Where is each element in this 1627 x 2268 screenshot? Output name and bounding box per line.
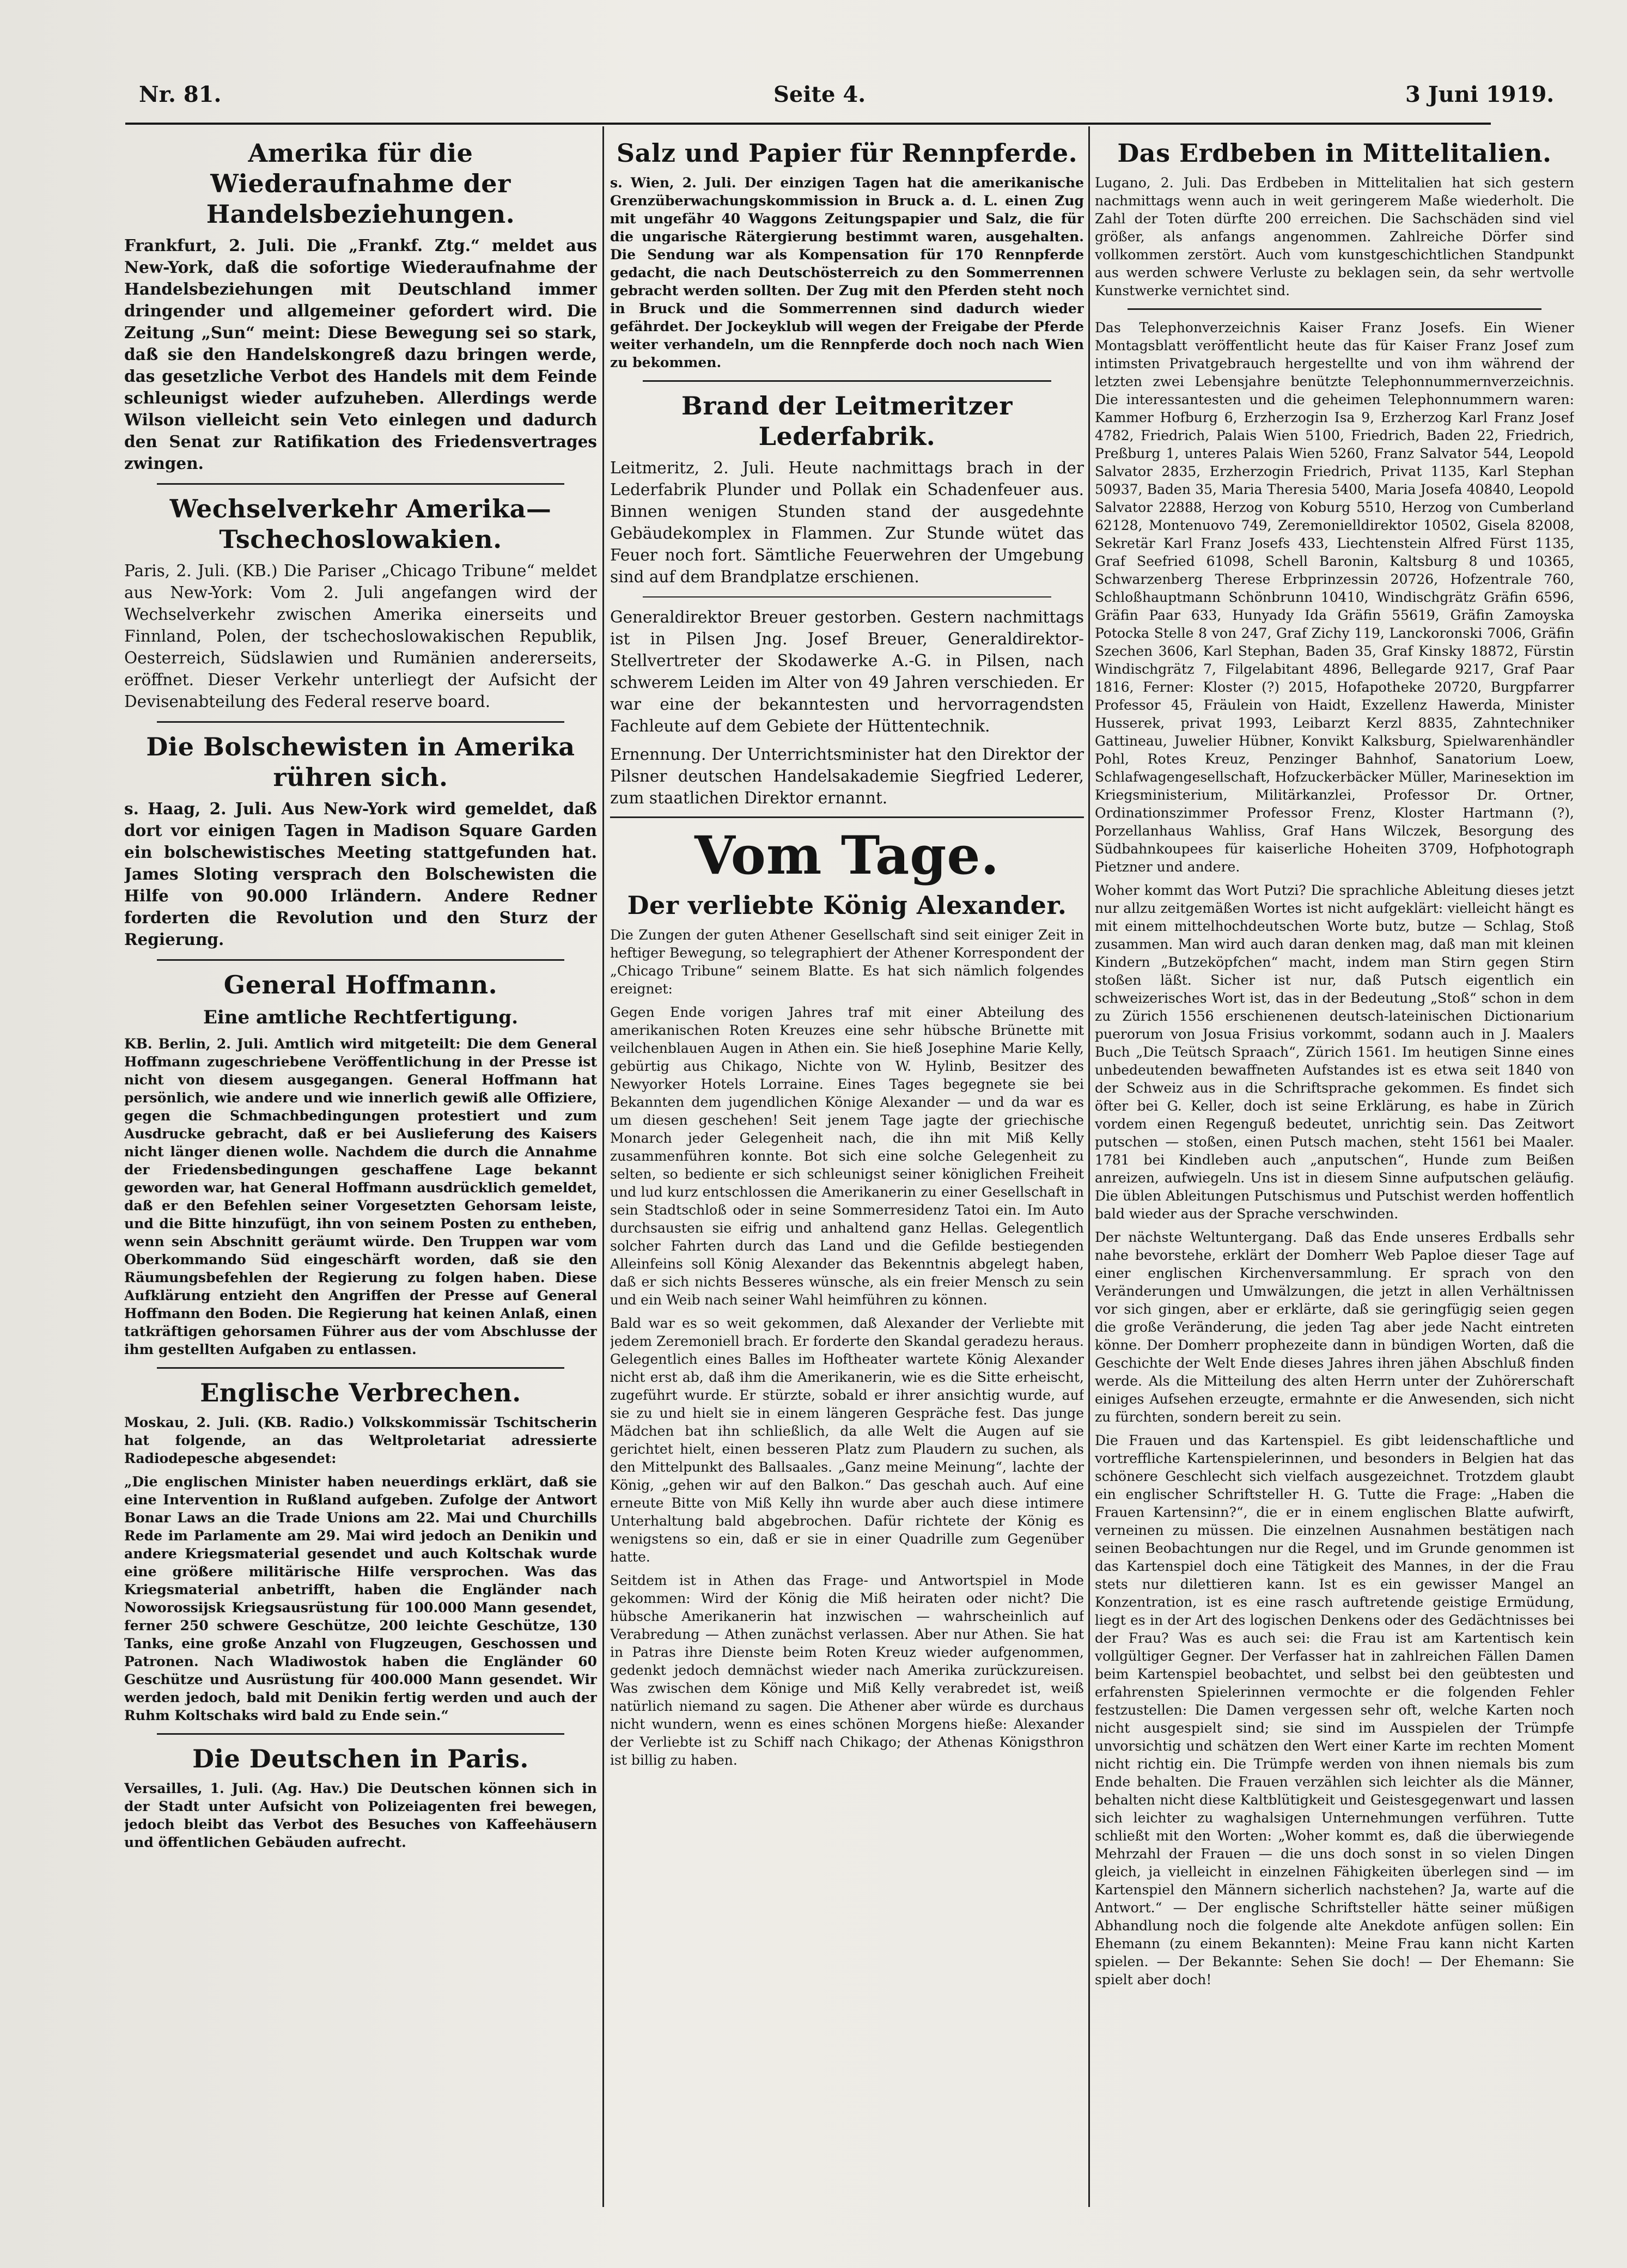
header-rule — [125, 123, 1491, 125]
article-text-englische-verbrechen-intro: Moskau, 2. Juli. (KB. Radio.) Volkskommissär Tschitscherin hat folgende, an das Weltproletariat adressierte Radiodepesche abgesendet: — [124, 1415, 597, 1466]
article-text-ernennung: Ernennung. Der Unterrichtsminister hat den Direktor der Pilsner deutschen Handelsakademie Siegfried Lederer, zum staatlichen Direktor ernannt. — [610, 745, 1084, 807]
article-separator — [157, 959, 564, 961]
article-title-deutsche-paris: Die Deutschen in Paris. — [192, 1744, 529, 1773]
article-separator — [643, 380, 1051, 382]
article-separator — [157, 483, 564, 485]
column-divider-1 — [602, 126, 604, 2207]
article-separator — [157, 721, 564, 723]
article-title-englische-verbrechen: Englische Verbrechen. — [200, 1378, 521, 1407]
article-text-amerika-handel: Frankfurt, 2. Juli. Die „Frankf. Ztg.“ meldet aus New-York, daß die sofortige Wiederaufnahme der Handelsbeziehungen mit Deutschland immer dringender und allgemeiner gefordert wird. Die Zeitung „Sun“ meint: Diese Bewegung sei so stark, daß sie den Handelskongreß dazu bringen werde, das gesetzliche Verbot des Handels mit dem Feinde schleunigst wieder aufzuheben. Allerdings werde Wilson vielleicht sein Veto einlegen und dadurch den Senat zur Ratifikation des Friedensvertrages zwingen. — [124, 236, 597, 473]
article-text-englische-verbrechen-depesche: „Die englischen Minister haben neuerdings erklärt, daß sie eine Intervention in Rußland aufgeben. Zufolge der Antwort Bonar Laws an die Trade Unions am 22. Mai und Churchills Rede im Parlamente am 29. Mai wird jedoch an Denikin und andere Kriegsmaterial gesendet und auch Koltschak wurde eine größere militärische Hilfe versprochen. Was das Kriegsmaterial anbetrifft, haben die Engländer nach Noworossijsk Kriegsausrüstung für 100.000 Mann gesendet, ferner 250 schwere Geschütze, 200 leichte Geschütze, 130 Tanks, eine große Anzahl von Flugzeugen, Geschossen und Patronen. Nach Wladiwostok haben die Engländer 60 Geschütze und Ausrüstung für 400.000 Mann gesendet. Wir werden jedoch, bald mit Denikin fertig werden und auch der Ruhm Koltschaks wird bald zu Ende sein.“ — [124, 1474, 597, 1723]
article-paragraph-1: Die Zungen der guten Athener Gesellschaft sind seit einiger Zeit in heftiger Bewegung, so telegraphiert der Athener Korrespondent der „Chicago Tribune“ seinem Blatte. Es hat sich nämlich folgendes ereignet: — [610, 927, 1084, 997]
article-title-hoffmann: General Hoffmann. — [223, 970, 498, 999]
page-number: Seite 4. — [773, 82, 866, 107]
article-text-rennpferde: s. Wien, 2. Juli. Der einzigen Tagen hat die amerikanische Grenzüberwachungskommission in Bruck a. d. L. einen Zug mit ungefähr 40 Waggons Zeitungspapier und Salz, die für die ungarische Rätergierung bestimmt waren, ausgehalten. Die Sendung war als Kompensation für 170 Rennpferde gedacht, die nach Deutschösterreich zu den Sommerrennen gebracht werden sollten. Der Zug mit den Pferden steht noch in Bruck und die Sommerrennen sind dadurch wieder gefährdet. Der Jockeyklub will wegen der Freigabe der Pferde weiter verhandeln, um die Rennpferde doch noch nach Wien zu bekommen. — [610, 175, 1084, 370]
article-title-amerika-handel: Amerika für die Wiederaufnahme der Handelsbeziehungen. — [206, 138, 515, 229]
article-text-deutsche-paris: Versailles, 1. Juli. (Ag. Hav.) Die Deutschen können sich in der Stadt unter Aufsicht von Polizeiagenten frei bewegen, jedoch bleibt das Verbot des Besuches von Kaffeehäusern und öffentlichen Gebäuden aufrecht. — [124, 1781, 597, 1850]
column-2 — [610, 133, 1084, 2198]
article-text-bolschewisten: s. Haag, 2. Juli. Aus New-York wird gemeldet, daß dort vor einigen Tagen in Madison Square Garden ein bolschewistisches Meeting stattgefunden hat. James Sloting versprach den Bolschewisten die Hilfe von 90.000 Irländern. Andere Redner forderten die Revolution und den Sturz der Regierung. — [124, 799, 597, 949]
article-title-erdbeben: Das Erdbeben in Mittelitalien. — [1117, 138, 1552, 168]
article-text-breuer: Generaldirektor Breuer gestorben. Gestern nachmittags ist in Pilsen Jng. Josef Breuer, Generaldirektor-Stellvertreter der Skodawerke A.-G. in Pilsen, nach schwerem Leiden im Alter von 49 Jahren verschieden. Er war eine der bekanntesten und hervorragendsten Fachleute auf dem Gebiete der Hüttentechnik. — [610, 608, 1084, 735]
article-separator — [643, 596, 1051, 598]
article-paragraph-2: Gegen Ende vorigen Jahres traf mit einer Abteilung des amerikanischen Roten Kreuzes eine sehr hübsche Brünette mit veilchenblauen Augen in Athen ein. Sie hieß Josephine Marie Kelly, gebürtig aus Chikago, Nichte von W. Hylinb, Besitzer des Newyorker Hotels Lorraine. Eines Tages begegnete sie bei Bekannten dem jugendlichen Könige Alexander — und da war es um diesen geschehen! Seit jenem Tage jagte der griechische Monarch jeder Gelegenheit nach, die ihn mit Miß Kelly zusammenführen konnte. Bot sich eine solche Gelegenheit zu selten, so bediente er sich schleunigst seiner königlichen Freiheit und lud kurz entschlossen die Amerikanerin zu einer Gesellschaft in sein Stadtschloß oder in seine Sommerresidenz Tatoi ein. Im Auto durchsausten sie eifrig und anhaltend ganz Hellas. Gelegentlich solcher Fahrten durch das Land und die Gefilde bestiegenden Alleinfeins soll König Alexander das Bekenntnis abgelegt haben, daß er sich nichts Besseres wünsche, als ein freier Mensch zu sein und ein Weib nach seiner Wahl heimführen zu können. — [610, 1004, 1084, 1308]
issue-date: 3 Juni 1919. — [1405, 82, 1555, 107]
article-separator — [157, 1733, 564, 1735]
article-text-wechselverkehr: Paris, 2. Juli. (KB.) Die Pariser „Chicago Tribune“ meldet aus New-York: Vom 2. Juli angefangen wird der Wechselverkehr zwischen Amerika einerseits und Finnland, Polen, der tschechoslowakischen Republik, Oesterreich, Südslawien und Rumänien andererseits, eröffnet. Dieser Verkehr unterliegt der Aufsicht der Devisenabteilung des Federal reserve board. — [124, 562, 597, 711]
section-rule — [610, 816, 1084, 818]
article-text-kartenspiel: Die Frauen und das Kartenspiel. Es gibt leidenschaftliche und vortreffliche Kartenspielerinnen, und besonders in Belgien hat das schönere Geschlecht sich vielfach ausgezeichnet. Trotzdem glaubt ein englischer Schriftsteller H. G. Tutte die Frage: „Haben die Frauen Kartensinn?“, die er in einem englischen Blatte aufwirft, verneinen zu müssen. Die einzelnen Ausnahmen bestätigen nach seinen Beobachtungen nur die Regel, und im Grunde genommen ist das Kartenspiel doch eine Tätigkeit des Mannes, in der die Frau stets nur dilettieren kann. Ist es ein gewisser Mangel an Konzentration, ist es eine rasch auftretende geistige Ermüdung, liegt es in der Art des logischen Denkens oder des Gedächtnisses bei der Frau? Was es auch sei: die Frau ist am Kartentisch kein vollgültiger Gegner. Der Verfasser hat in zahlreichen Fällen Damen beim Kartenspiel beobachtet, und selbst bei den geübtesten und erfahrensten Spielerinnen vermochte er die folgenden Fehler festzustellen: Die Damen vergessen sehr oft, welche Karten noch nicht ausgespielt sind; sie sind im Ausspielen der Trümpfe unvorsichtig und schätzen den Wert einer Karte im rechten Moment nicht richtig ein. Die Trümpfe werden von ihnen niemals bis zum Ende behalten. Die Frauen verzählen sich leichter als die Männer, behalten nicht diese Kaltblütigkeit und Geistesgegenwart und lassen sich leichter zu waghalsigen Unternehmungen verführen. Tutte schließt mit den Worten: „Woher kommt es, daß die überwiegende Mehrzahl der Frauen — die uns doch sonst in so vielen Dingen gleich, ja vielleicht in einzelnen Fähigkeiten überlegen sind — im Kartenspiel den Männern sicherlich nachstehen? Ja, warte auf die Antwort.“ — Der englische Schriftsteller hätte seiner müßigen Abhandlung noch die folgende alte Anekdote anfügen sollen: Ein Ehemann (zu einem Bekannten): Meine Frau kann nicht Karten spielen. — Der Bekannte: Sehen Sie doch! — Der Ehemann: Sie spielt aber doch! — [1095, 1432, 1574, 1987]
article-text-hoffmann: KB. Berlin, 2. Juli. Amtlich wird mitgeteilt: Die dem General Hoffmann zugeschriebene Veröffentlichung in der Presse ist nicht von diesem ausgegangen. General Hoffmann hat persönlich, wie andere und wie innerlich gewiß alle Offiziere, gegen die Schmachbedingungen protestiert und zum Ausdrucke gebracht, daß er bei Auslieferung des Kaisers nicht länger dienen wolle. Nachdem die durch die Annahme der Friedensbedingungen geschaffene Lage bekannt geworden war, hat General Hoffmann ausdrücklich gemeldet, daß er den Befehlen seiner Vorgesetzten Gehorsam leiste, und die Bitte hinzufügt, ihn von seinem Posten zu entheben, wenn sein Abschnitt geräumt würde. Den Truppen war vom Oberkommando Süd eingeschärft worden, daß sie den Räumungsbefehlen der Regierung zu folgen haben. Diese Aufklärung entzieht den Angriffen der Presse auf General Hoffmann den Boden. Die Regierung hat keinen Anlaß, einen tatkräftigen gehorsamen Führer aus der vom Abschlusse der ihm gestellten Aufgaben zu entlassen. — [124, 1036, 597, 1357]
article-text-erdbeben: Lugano, 2. Juli. Das Erdbeben in Mittelitalien hat sich gestern nachmittags wenn auch in weit geringerem Maße wiederholt. Die Zahl der Toten dürfte 200 erreichen. Die Sachschäden sind viel größer, als anfangs angenommen. Zahlreiche Dörfer sind vollkommen zerstört. Auch vom kunstgeschichtlichen Standpunkt aus werden schwere Verluste zu beklagen sein, da sehr wertvolle Kunstwerke vernichtet sind. — [1095, 175, 1574, 298]
section-title-vom-tage: Vom Tage. — [694, 825, 1000, 886]
article-text-putsch: Woher kommt das Wort Putzi? Die sprachliche Ableitung dieses jetzt nur allzu zeitgemäßen Wortes ist nicht aufgeklärt: vielleicht hängt es mit einem mittelhochdeutschen Worte butz, butze — Schlag, Stoß zusammen. Man wird auch daran denken mag, daß man mit kleinen Kindern „Butzeköpfchen“ macht, indem man Stirn gegen Stirn stoßen läßt. Sicher ist nur, daß Putsch eigentlich ein schweizerisches Wort ist, das in der Bedeutung „Stoß“ schon in dem zu Zürich 1556 erschienenen deutsch-lateinischen Dictionarium puerorum von Josua Frisius vorkommt, sodann auch in J. Maalers Buch „Die Teütsch Spraach“, Zürich 1561. Im heutigen Sinne eines unbedeutenden bewaffneten Aufstandes ist es etwa seit 1840 von der Schweiz aus in die Schriftsprache gekommen. Es findet sich öfter bei G. Keller, doch ist seine Erklärung, es habe in Zürich vordem einen Regenguß bedeutet, unrichtig sein. Das Zeitwort putschen — stoßen, einen Putsch machen, steht 1561 bei Maaler. 1781 bei Kindleben auch „anputschen“, Hunde zum Beißen anreizen, aufwiegeln. Uns ist in diesem Sinne aufputschen geläufig. Die üblen Ableitungen Putschismus und Putschist werden hoffentlich bald wieder aus der Sprache verschwinden. — [1095, 882, 1574, 1222]
column-1 — [124, 133, 597, 2198]
article-separator — [157, 1367, 564, 1369]
issue-number: Nr. 81. — [139, 82, 222, 107]
article-paragraph-4: Seitdem ist in Athen das Frage- und Antwortspiel in Mode gekommen: Wird der König die Miß heiraten oder nicht? Die hübsche Amerikanerin hat inzwischen — wahrscheinlich auf Verabredung — Athen zunächst verlassen. Aber nur Athen. Sie hat in Patras ihre Dienste beim Roten Kreuz wieder aufgenommen, gedenkt jedoch demnächst wieder nach Amerika zurückzureisen. Was zwischen dem Könige und Miß Kelly verabredet ist, weiß natürlich niemand zu sagen. Die Athener aber würde es durchaus nicht wundern, wenn es eines schönen Morgens hieße: Alexander der Verliebte ist zu Schiff nach Chikago; der Athenas Königsthron ist billig zu haben. — [610, 1572, 1084, 1768]
article-subtitle-hoffmann: Eine amtliche Rechtfertigung. — [203, 1007, 519, 1028]
column-3 — [1095, 133, 1574, 2198]
article-title-rennpferde: Salz und Papier für Rennpferde. — [616, 138, 1078, 168]
article-paragraph-3: Bald war es so weit gekommen, daß Alexander der Verliebte mit jedem Zeremoniell brach. Er forderte den Skandal geradezu heraus. Gelegentlich eines Balles im Hoftheater wartete König Alexander nicht erst ab, daß ihm die Amerikanerin, wie es die Sitte erheischt, zugeführt wurde. Er stürzte, sobald er ihrer ansichtig wurde, auf sie zu und hielt sie in einem längeren Gespräche fest. Das junge Mädchen bat ihn schließlich, da alle Welt die Augen auf sie gerichtet hielt, einen besseren Platz zum Plaudern zu suchen, als den Mittelpunkt des Ballsaales. „Ganz meine Meinung“, lachte der König, „gehen wir auf den Balkon.“ Das geschah auch. Auf eine erneute Bitte von Miß Kelly ihn wurde aber auch diese intimere Unterhaltung bald abgebrochen. Dafür richtete der König es wenigstens so ein, daß er sie in einer Quadrille zum Gegenüber hatte. — [610, 1315, 1084, 1565]
column-divider-2 — [1088, 126, 1090, 2207]
article-text-lederfabrik: Leitmeritz, 2. Juli. Heute nachmittags brach in der Lederfabrik Plunder und Pollak ein Schadenfeuer aus. Binnen wenigen Stunden stand der ausgedehnte Gebäudekomplex in Flammen. Zur Stunde wütet das Feuer noch fort. Sämtliche Feuerwehren der Umgebung sind auf dem Brandplatze erschienen. — [610, 459, 1084, 586]
article-title-lederfabrik: Brand der Leitmeritzer Lederfabrik. — [681, 391, 1013, 451]
article-title-koenig-alexander: Der verliebte König Alexander. — [627, 891, 1067, 920]
article-text-weltuntergang: Der nächste Weltuntergang. Daß das Ende unseres Erdballs sehr nahe bevorstehe, erklärt der Domherr Web Paploe dieser Tage auf einer englischen Kirchenversammlung. Er sprach von den Veränderungen und Umwälzungen, die jetzt in allen Verhältnissen vor sich gingen, aber er erklärte, daß sie geringfügig seien gegen die große Veränderung, die jeden Tag aber jede Nacht eintreten könne. Der Domherr prophezeite dann in bündigen Worten, daß die Geschichte der Welt Ende dieses Jahres ihren jähen Abschluß finden werde. Als die Mitteilung des alten Herrn unter der Zuhörerschaft einiges Aufsehen erzeugte, ermahnte er die Anwesenden, sich nicht zu fürchten, sondern bereit zu sein. — [1095, 1229, 1574, 1425]
article-title-bolschewisten: Die Bolschewisten in Amerika rühren sich. — [146, 732, 575, 792]
article-text-telephonverzeichnis: Das Telephonverzeichnis Kaiser Franz Josefs. Ein Wiener Montagsblatt veröffentlicht heute das für Kaiser Franz Josef zum intimsten Privatgebrauch hergestellte und von ihm während der letzten zwei Lebensjahre benützte Telephonnummernverzeichnis. Die interessantesten und die geheimen Telephonnummern waren: Kammer Hofburg 6, Erzherzogin Isa 9, Erzherzog Karl Franz Josef 4782, Friedrich, Palais Wien 5100, Friedrich, Baden 22, Friedrich, Preßburg 1, unteres Palais Wien 5260, Franz Salvator 544, Leopold Salvator 2835, Erzherzogin Friedrich, Privat 1135, Karl Stephan 50937, Baden 35, Maria Theresia 5400, Maria Josefa 40840, Leopold Salvator 22888, Herzog von Koburg 5510, Herzog von Cumberland 62128, Montenuovo 749, Zeremonielldirektor 10502, Gisela 82008, Sekretär Karl Franz Josefs 433, Liechtenstein Alfred Fürst 1135, Graf Seefried 61098, Schell Baronin, Kaltsburg 8 und 10365, Schwarzenberg Therese Erbprinzessin 20726, Hofzentrale 760, Schloßhauptmann Schönbrunn 10410, Windischgrätz Gräfin 6596, Gräfin Paar 633, Hunyady Ida Gräfin 55619, Gräfin Zamoyska Potocka Stelle 8 von 247, Graf Zichy 119, Lanckoronski 7006, Gräfin Szechen 3606, Karl Stephan, Baden 35, Graf Kinsky 18872, Fürstin Windischgrätz 7, Filgelabitant 4896, Bellegarde 9217, Graf Paar 1816, Ferner: Kloster (?) 2015, Hofapotheke 20720, Burgpfarrer Professor 45, Fräulein von Haidt, Exzellenz Hawerda, Minister Husserek, privat 1993, Leibarzt Kerzl 8835, Zahntechniker Gattineau, Juwelier Hübner, Konvikt Kalksburg, Spielwarenhändler Pohl, Rotes Kreuz, Penzinger Bahnhof, Sanatorium Loew, Schlafwagengesellschaft, Hofzuckerbäcker Müller, Marinesektion im Kriegsministerium, Militärkanzlei, Professor Dr. Ortner, Ordinationszimmer Professor Frenz, Kloster Hartmann (?), Porzellanhaus Wahliss, Graf Hans Wilczek, Besorgung des Südbahnkoupees für kaiserliche Hoheiten 3709, Hofphotograph Pietzner und andere. — [1095, 320, 1574, 875]
article-title-wechselverkehr: Wechselverkehr Amerika—Tschechoslowakien. — [169, 494, 552, 554]
article-separator — [1128, 308, 1541, 310]
